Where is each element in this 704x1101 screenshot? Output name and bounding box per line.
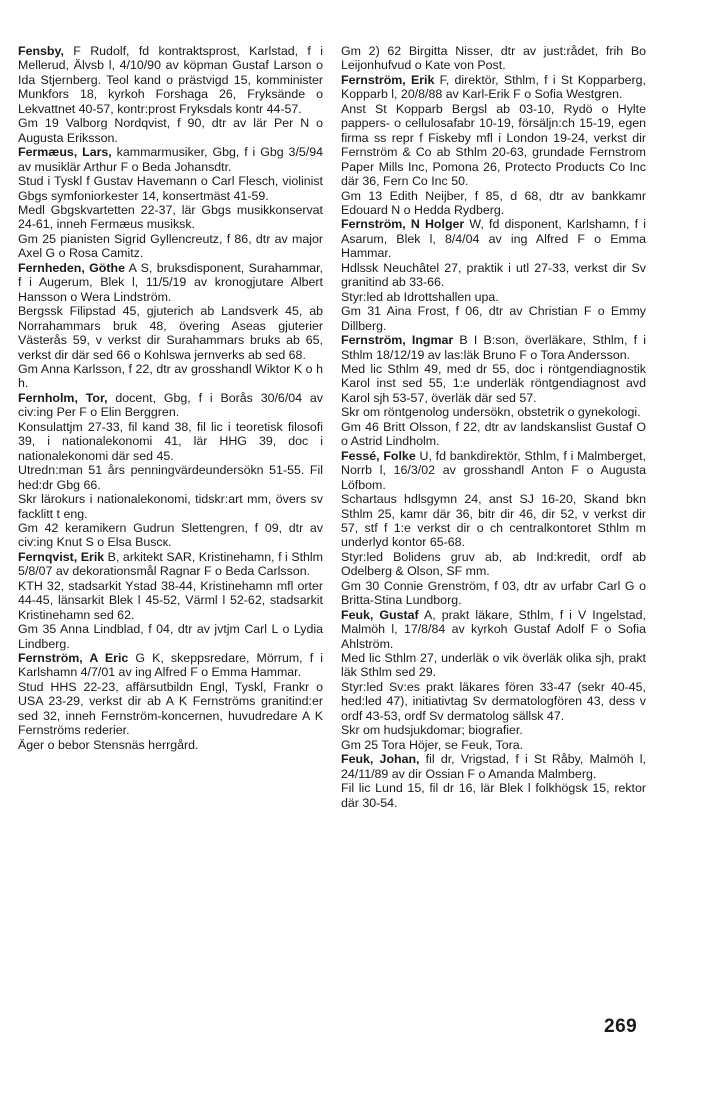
biography-entry [18, 261, 323, 391]
left-column [18, 44, 323, 752]
entry-name: Fernqvist, Erik [18, 549, 105, 564]
biography-entry [341, 333, 646, 449]
biography-entry [341, 44, 646, 73]
entry-text: kammarmusiker, Gbg, f i Gbg 3/5/94 av musiklär Arthur F o Beda Johansdtr. Stud i Tyskl f Gustav Havemann o Carl Flesch, violinist Gbgs symfoniorkester 14, konsertmäst 41-59. Medl Gbgskvartetten 22-37, lär Gbgs musikkonservat 24-61, inneh Fermæus musiksk. Gm 25 pianisten Sigrid Gyllencreutz, f 86, dtr av major Axel G o Rosa Camitz. [18, 145, 323, 261]
biography-entry [341, 73, 646, 218]
entry-text: G K, skeppsredare, Mörrum, f i Karlshamn 4/7/01 av ing Alfred F o Emma Hammar. Stud HHS 22-23, affärsutbildn Engl, Tyskl, Frankr o USA 23-29, verkst dir ab A K Fernströms granitind:er sed 32, inneh Fernström-koncernen, huvudredare A K Fernströms rederier. Äger o bebor Stensnäs herrgård. [18, 651, 323, 752]
biography-entry [341, 608, 646, 753]
entry-name: Fermæus, Lars, [18, 145, 112, 160]
entry-name: Fernström, A Eric [18, 651, 129, 666]
biography-entry [18, 651, 323, 752]
biography-entry [18, 550, 323, 651]
entry-name: Fessé, Folke [341, 448, 416, 463]
biography-entry [18, 391, 323, 550]
entry-name: Fensby, [18, 44, 64, 58]
page-number: 269 [604, 1016, 638, 1037]
entry-text: B I B:son, överläkare, Sthlm, f i Sthlm 18/12/19 av las:läk Bruno F o Tora Andersson. Med lic Sthlm 49, med dr 55, doc i röntgendiagnostik Karol inst sed 55, 1:e underläk röntgendiagnost avd Karol sjh 53-57, överläk där sed 57. Skr om röntgenolog undersökn, obstetrik o gynekologi. Gm 46 Britt Olsson, f 22, dtr av landskanslist Gustaf O o Astrid Lindholm. [341, 333, 646, 449]
entry-name: Fernström, Erik [341, 72, 435, 87]
biography-entry [18, 44, 323, 145]
entry-text: A, prakt läkare, Sthlm, f i V Ingelstad, Malmöh l, 17/8/84 av kyrkoh Gustaf Adolf F o Sofia Ahlström. Med lic Sthlm 27, underläk o vik överläk olika sjh, prakt läk Sthlm sed 29. Styr:led Sv:es prakt läkares fören 33-47 (sekr 40-45, hed:led 47), initiativtag Sv dermatologfören 43, dess v ordf 43-53, ordf Sv dermatolog sällsk 47. Skr om hudsjukdomar; biografier. Gm 25 Tora Höjer, se Feuk, Tora. [341, 607, 646, 752]
right-column [341, 44, 646, 810]
entry-text: Gm 2) 62 Birgitta Nisser, dtr av just:rådet, frih Bo Leijonhufvud o Kate von Post. [341, 44, 646, 73]
entry-text: B, arkitekt SAR, Kristinehamn, f i Sthlm 5/8/07 av dekorationsmål Ragnar F o Beda Carlsson. KTH 32, stadsarkit Ystad 38-44, Kristinehamn mfl orter 44-45, länsarkit Blek l 45-52, Värml l 52-62, stadsarkit Kristinehamn sed 62. Gm 35 Anna Lindblad, f 04, dtr av jvtjm Carl L o Lydia Lindberg. [18, 549, 323, 651]
entry-text: W, fd disponent, Karlshamn, f i Asarum, Blek l, 8/4/04 av ing Alfred F o Emma Hammar. Hdlssk Neuchâtel 27, praktik i utl 27-33, verkst dir Sv granitind ab 33-66. Styr:led ab Idrottshallen upa. Gm 31 Aina Frost, f 06, dtr av Christian F o Emmy Dillberg. [341, 217, 647, 333]
entry-text: A S, bruksdisponent, Surahammar, f i Augerum, Blek l, 11/5/19 av kronogjutare Albert Hansson o Wera Lindström. Bergssk Filipstad 45, gjuterich ab Landsverk 45, ab Norrahammars bruk 48, övering Aseas gjuterier Västerås 59, v verkst dir Surahammars bruks ab 65, verkst dir där sed 66 o Kohlswa jernverks ab sed 68. Gm Anna Karlsson, f 22, dtr av grosshandl Wiktor K o h h. [18, 260, 323, 391]
entry-text: F, direktör, Sthlm, f i St Kopparberg, Kopparb l, 20/8/88 av Karl-Erik F o Sofia Westgren. Anst St Kopparb Bergsl ab 03-10, Rydö o Hylte pappers- o cellulosafabr 10-19, försäljn:ch 15-19, egen firma ss repr f Fiskeby mfl i London 19-24, verkst dir Fernström & Co ab Sthlm 20-63, grundade Fernstrom Paper Mills Inc, Pomona 26, Protecto Products Co Inc där 36, Fern Co Inc 50. Gm 13 Edith Neijber, f 85, d 68, dtr av bankkamr Edouard N o Hedda Rydberg. [341, 72, 646, 217]
entry-name: Feuk, Gustaf [341, 607, 419, 622]
entry-text: F Rudolf, fd kontraktsprost, Karlstad, f i Mellerud, Älvsb l, 4/10/90 av köpman Gustaf Larson o Ida Stjernberg. Teol kand o prästvigd 15, komminister Munkfors 18, kyrkoh Forshaga 26, Fryksände o Lekvattnet 40-57, kontr:prost Fryksdals kontr 44-57. Gm 19 Valborg Nordqvist, f 90, dtr av lär Per N o Augusta Eriksson. [18, 44, 323, 145]
biography-entry [341, 217, 646, 333]
entry-name: Fernheden, Göthe [18, 260, 125, 275]
entry-name: Fernström, Ingmar [341, 333, 454, 348]
entry-text: fil dr, Vrigstad, f i St Råby, Malmöh l, 24/11/89 av dir Ossian F o Amanda Malmberg. Fil lic Lund 15, fil dr 16, lär Blek l folkhögsk 15, rektor där 30-54. [341, 752, 646, 810]
biography-entry [18, 145, 323, 261]
entry-name: Feuk, Johan, [341, 752, 420, 767]
biography-entry [341, 449, 646, 608]
biography-entry [341, 752, 646, 810]
entry-text: U, fd bankdirektör, Sthlm, f i Malmberget, Norrb l, 16/3/02 av grosshandl Anton F o Augusta Löfbom. Schartaus hdlsgymn 24, anst SJ 16-20, Skand bkn Sthlm 25, kamr där 36, bitr dir 46, dir 52, v verkst dir 57, stf f 1:e verkst dir o ch centralkontoret Sthlm m underlyd kontor 65-68. Styr:led Bolidens gruv ab, ab Ind:kredit, ordf ab Odelberg & Olson, SF mm. Gm 30 Connie Grenström, f 03, dtr av urfabr Carl G o Britta-Stina Lundborg. [341, 448, 646, 608]
entry-name: Fernholm, Tor, [18, 390, 108, 405]
entry-name: Fernström, N Holger [341, 217, 465, 232]
entry-text: docent, Gbg, f i Borås 30/6/04 av civ:ing Per F o Elin Berggren. Konsulattjm 27-33, fil kand 38, fil lic i teoretisk filosofi 39, i nationalekonomi 41, lär HHG 39, doc i nationalekonomi där sed 45. Utredn:man 51 års penningvärdeundersökn 51-55. Fil hed:dr Gbg 66. Skr lärokurs i nationalekonomi, tidskr:art mm, övers sv facklitt t eng. Gm 42 keramikern Gudrun Slettengren, f 09, dtr av civ:ing Knut S o Elsa Buscк. [18, 390, 323, 550]
